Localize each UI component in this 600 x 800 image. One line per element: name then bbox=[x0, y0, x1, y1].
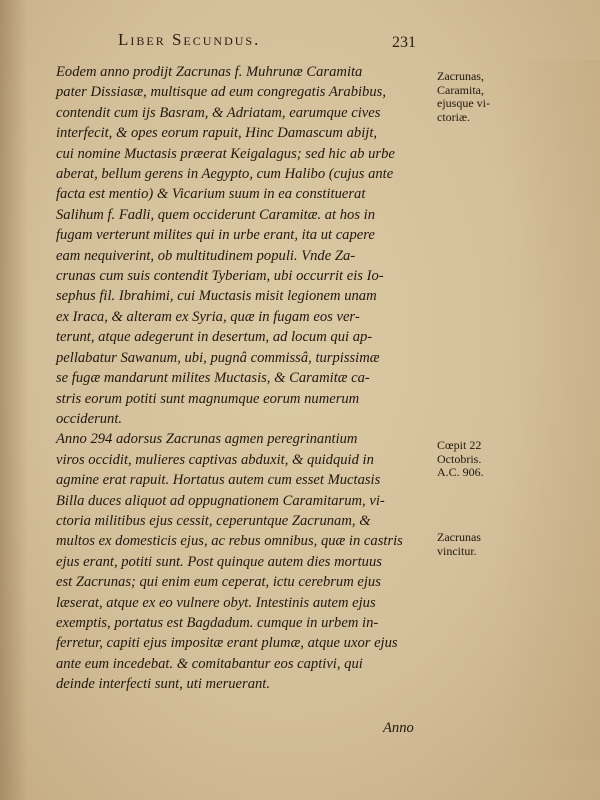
text-line: eam nequiverint, ob multitudinem populi. Vnde Za- bbox=[56, 247, 356, 264]
text-line: Salihum f. Fadli, quem occiderunt Caramitæ. at hos in bbox=[56, 206, 376, 223]
text-line: multos ex domesticis ejus, ac rebus omnibus, quæ in castris bbox=[56, 533, 403, 550]
margin-note-line: Caramita, bbox=[437, 82, 484, 97]
gutter-shadow bbox=[0, 0, 28, 800]
text-line: aberat, bellum gerens in Aegypto, cum Halibo (cujus ante bbox=[56, 166, 394, 183]
text-line: viros occidit, mulieres captivas abduxit, & quidquid in bbox=[56, 451, 374, 468]
text-line: ctoria militibus ejus cessit, ceperuntque Zacrunam, & bbox=[56, 512, 371, 529]
page-header bbox=[0, 28, 600, 52]
text-line: contendit cum ijs Basram, & Adriatam, earumque cives bbox=[56, 104, 381, 121]
text-line: agmine erat rapuit. Hortatus autem cum esset Muctasis bbox=[56, 472, 381, 489]
text-line: facta est mentio) & Vicarium suum in ea constituerat bbox=[56, 186, 366, 203]
text-line: cui nomine Muctasis præerat Keigalagus; sed hic ab urbe bbox=[56, 145, 395, 162]
margin-note-line: ejusque vi- bbox=[437, 96, 490, 110]
text-line: pater Dissiasæ, multisque ad eum congregatis Arabibus, bbox=[56, 84, 386, 101]
margin-note-line: Cœpit 22 bbox=[437, 438, 482, 452]
text-line: ex Iraca, & alteram ex Syria, quæ in fugam eos ver- bbox=[56, 308, 360, 325]
page-bleed-through bbox=[500, 60, 600, 760]
text-line: sephus fil. Ibrahimi, cui Muctasis misit legionem unam bbox=[56, 288, 377, 305]
text-line: ejus erant, potiti sunt. Post quinque autem dies mortuus bbox=[56, 553, 382, 570]
text-line: occiderunt. bbox=[56, 410, 123, 427]
margin-note-line: A.C. 906. bbox=[437, 465, 484, 479]
text-line: exemptis, portatus est Bagdadum. cumque in urbem in- bbox=[56, 614, 379, 631]
paragraph-1 bbox=[56, 62, 434, 429]
text-line: pellabatur Sawanum, ubi, pugnâ commissâ, turpissimæ bbox=[56, 349, 380, 366]
page-number: 231 bbox=[392, 34, 416, 51]
margin-note bbox=[437, 531, 481, 558]
text-line: crunas cum suis contendit Tyberiam, ubi occurrit eis Io- bbox=[56, 268, 384, 285]
text-line: stris eorum potiti sunt magnumque eorum numerum bbox=[56, 390, 360, 407]
text-line: Billa duces aliquot ad oppugnationem Caramitarum, vi- bbox=[56, 492, 385, 509]
margin-note bbox=[437, 439, 484, 480]
text-line: se fugæ mandarunt milites Muctasis, & Caramitæ ca- bbox=[56, 370, 370, 387]
text-line: Eodem anno prodijt Zacrunas f. Muhrunæ Caramita bbox=[56, 64, 363, 80]
margin-note-line: vincitur. bbox=[437, 543, 477, 558]
margin-note bbox=[437, 70, 490, 124]
text-line: fugam verterunt milites qui in urbe erant, ita ut capere bbox=[56, 227, 375, 244]
text-line: deinde interfecti sunt, uti meruerant. bbox=[56, 676, 271, 693]
margin-note-line: ctoriæ. bbox=[437, 109, 470, 124]
text-line: ferretur, capiti ejus impositæ erant plumæ, atque uxor ejus bbox=[56, 635, 398, 652]
paragraph-2 bbox=[56, 429, 434, 694]
text-line: est Zacrunas; qui enim eum ceperat, ictu cerebrum ejus bbox=[56, 574, 381, 591]
text-line: læserat, atque ex eo vulnere obyt. Intestinis autem ejus bbox=[56, 594, 376, 611]
text-line: Anno 294 adorsus Zacrunas agmen peregrinantium bbox=[56, 431, 358, 448]
text-line: interfecit, & opes eorum rapuit, Hinc Damascum abijt, bbox=[56, 125, 378, 142]
text-line: ante eum incedebat. & comitabantur eos captivi, qui bbox=[56, 655, 363, 672]
main-text bbox=[56, 62, 434, 695]
running-title: Liber Secundus. bbox=[118, 30, 261, 49]
catchword: Anno bbox=[383, 720, 414, 736]
margin-note-line: Octobris. bbox=[437, 451, 482, 466]
text-line: terunt, atque adegerunt in desertum, ad locum qui ap- bbox=[56, 329, 373, 346]
margin-note-line: Zacrunas bbox=[437, 530, 481, 544]
margin-note-line: Zacrunas, bbox=[437, 69, 484, 83]
